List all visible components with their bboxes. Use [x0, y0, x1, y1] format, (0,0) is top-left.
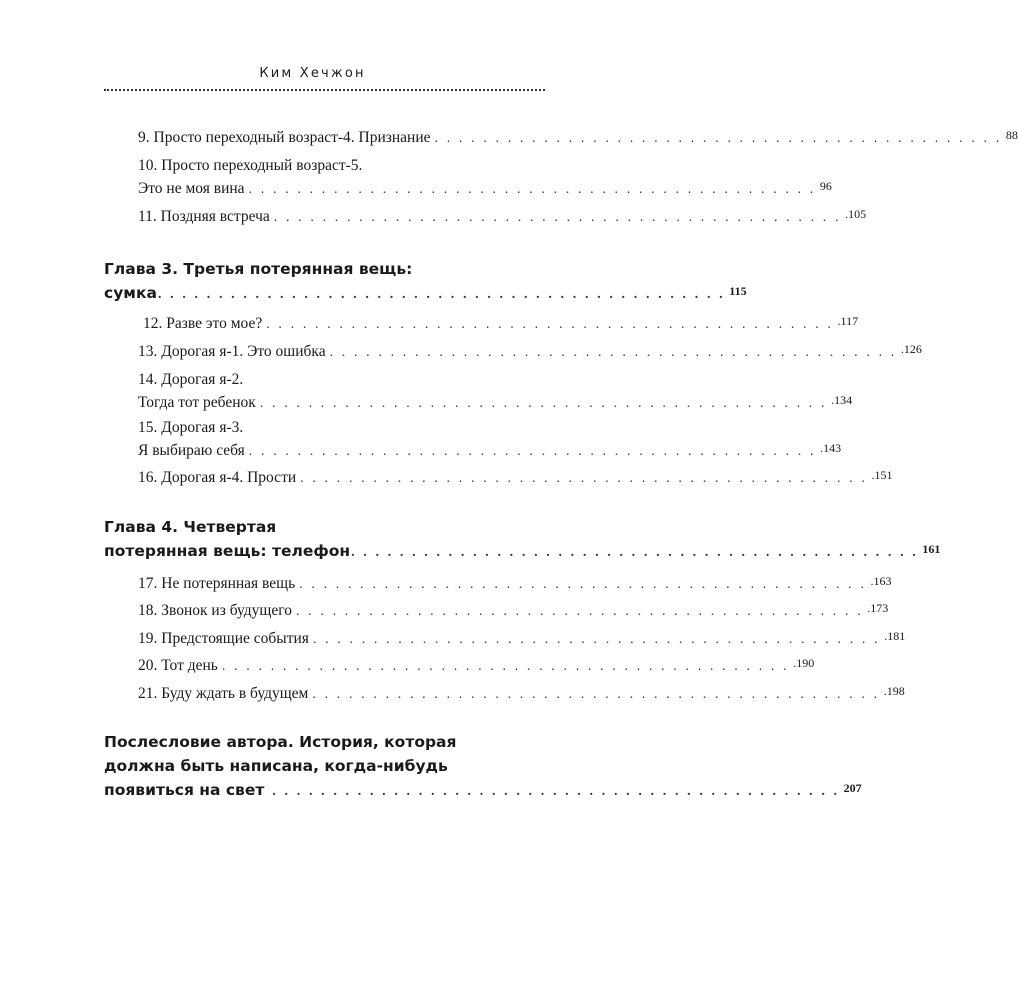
toc-afterword-title-line1: Послесловие автора. История, которая: [104, 733, 457, 751]
dot-leader: . . . . . . . . . . . . . . . . . . . . . . . . . . . . . . . . . . . . . . . . . . . . . . .: [221, 659, 790, 674]
dot-leader: . . . . . . . . . . . . . . . . . . . . . . . . . . . . . . . . . . . . . . . . . . . . . . .: [300, 471, 868, 486]
dot-leader: . . . . . . . . . . . . . . . . . . . . . . . . . . . . . . . . . . . . . . . . . . . . . . .: [351, 545, 919, 560]
toc-page-number: .163: [870, 574, 892, 588]
toc-entry-title-line1: 10. Просто переходный возраст-5.: [138, 157, 363, 174]
toc-entry-title: Это не моя вина: [138, 180, 245, 197]
toc-page-number: .173: [867, 601, 889, 615]
toc-afterword-entry: [104, 733, 862, 802]
toc-page-number: .117: [837, 314, 859, 328]
dot-leader: . . . . . . . . . . . . . . . . . . . . . . . . . . . . . . . . . . . . . . . . . . . . . . .: [157, 287, 726, 302]
toc-entry-title: 17. Не потерянная вещь: [138, 575, 296, 592]
toc-entry-title-line1: 15. Дорогая я-3.: [138, 419, 244, 436]
toc-page-number: .126: [900, 342, 922, 356]
toc-entry-title: 18. Звонок из будущего: [138, 602, 292, 619]
toc-entry: [138, 419, 842, 462]
running-head: Ким Хечжон: [259, 66, 366, 81]
toc-entry-title: 21. Буду ждать в будущем: [138, 685, 309, 702]
dot-leader: . . . . . . . . . . . . . . . . . . . . . . . . . . . . . . . . . . . . . . . . . . . . . . .: [248, 444, 817, 459]
toc-chapter-title: потерянная вещь: телефон: [104, 542, 351, 560]
toc-entry: [138, 371, 853, 414]
toc-entry: [138, 682, 905, 705]
dot-leader: . . . . . . . . . . . . . . . . . . . . . . . . . . . . . . . . . . . . . . . . . . . . . . .: [272, 784, 840, 799]
toc-page-number: .151: [871, 468, 893, 482]
toc-page-number: .134: [831, 393, 853, 407]
toc-page-number: 115: [729, 284, 747, 298]
toc-page-number: 161: [922, 542, 941, 556]
toc-page-number: .143: [820, 441, 842, 455]
toc-chapter-title-line1: Глава 4. Четвертая: [104, 518, 277, 536]
toc-entry-title: 20. Тот день: [138, 657, 218, 674]
toc-entry-title: 9. Просто переходный возраст-4. Признание: [138, 129, 431, 146]
dot-leader: . . . . . . . . . . . . . . . . . . . . . . . . . . . . . . . . . . . . . . . . . . . . . . .: [259, 396, 828, 411]
dotted-divider: [104, 89, 545, 91]
dot-leader: . . . . . . . . . . . . . . . . . . . . . . . . . . . . . . . . . . . . . . . . . . . . . . .: [295, 604, 864, 619]
toc-page-number: .105: [845, 207, 867, 221]
toc-page-number: .190: [793, 656, 815, 670]
toc-entry: [138, 572, 892, 595]
toc-afterword-title-line2: должна быть написана, когда-нибудь: [104, 757, 448, 775]
dot-leader: . . . . . . . . . . . . . . . . . . . . . . . . . . . . . . . . . . . . . . . . . . . . . . .: [273, 210, 842, 225]
toc-page-number: .181: [884, 629, 906, 643]
toc-entry-title: 16. Дорогая я-4. Прости: [138, 469, 297, 486]
dot-leader: . . . . . . . . . . . . . . . . . . . . . . . . . . . . . . . . . . . . . . . . . . . . . . .: [434, 131, 1002, 146]
toc-entry: [138, 654, 815, 677]
toc-entry-title: 13. Дорогая я-1. Это ошибка: [138, 343, 326, 360]
toc-entry-title: 19. Предстоящие события: [138, 630, 309, 647]
toc-chapter-entry: [104, 260, 747, 305]
toc-entry: [138, 466, 893, 489]
dot-leader: . . . . . . . . . . . . . . . . . . . . . . . . . . . . . . . . . . . . . . . . . . . . . . .: [312, 632, 881, 647]
dot-leader: . . . . . . . . . . . . . . . . . . . . . . . . . . . . . . . . . . . . . . . . . . . . . . .: [248, 182, 816, 197]
toc-entry: [138, 205, 867, 228]
toc-entry: [138, 157, 832, 200]
toc-entry: [138, 599, 889, 622]
toc-page-number: .198: [883, 684, 905, 698]
toc-entry: [138, 340, 922, 363]
dot-leader: . . . . . . . . . . . . . . . . . . . . . . . . . . . . . . . . . . . . . . . . . . . . . . .: [329, 345, 897, 360]
toc-entry: [138, 126, 1018, 149]
toc-entry: [138, 627, 906, 650]
toc-page-number: 207: [843, 781, 862, 795]
dot-leader: . . . . . . . . . . . . . . . . . . . . . . . . . . . . . . . . . . . . . . . . . . . . . . .: [266, 317, 834, 332]
toc-entry: [143, 312, 859, 335]
toc-chapter-title: сумка: [104, 284, 157, 302]
toc-entry-title: Тогда тот ребенок: [138, 394, 256, 411]
dot-leader: . . . . . . . . . . . . . . . . . . . . . . . . . . . . . . . . . . . . . . . . . . . . . . .: [299, 577, 867, 592]
dot-leader: . . . . . . . . . . . . . . . . . . . . . . . . . . . . . . . . . . . . . . . . . . . . . . .: [312, 687, 880, 702]
toc-page-number: 96: [819, 179, 832, 193]
toc-chapter-title-line1: Глава 3. Третья потерянная вещь:: [104, 260, 413, 278]
toc-entry-title-line1: 14. Дорогая я-2.: [138, 371, 244, 388]
toc-chapter-entry: [104, 518, 941, 563]
toc-entry-title: 11. Поздняя встреча: [138, 208, 270, 225]
toc-entry-title: Я выбираю себя: [138, 442, 245, 459]
toc-entry-title: 12. Разве это мое?: [143, 315, 263, 332]
toc-afterword-title: появиться на свет: [104, 781, 265, 799]
toc-page-number: 88: [1005, 128, 1018, 142]
